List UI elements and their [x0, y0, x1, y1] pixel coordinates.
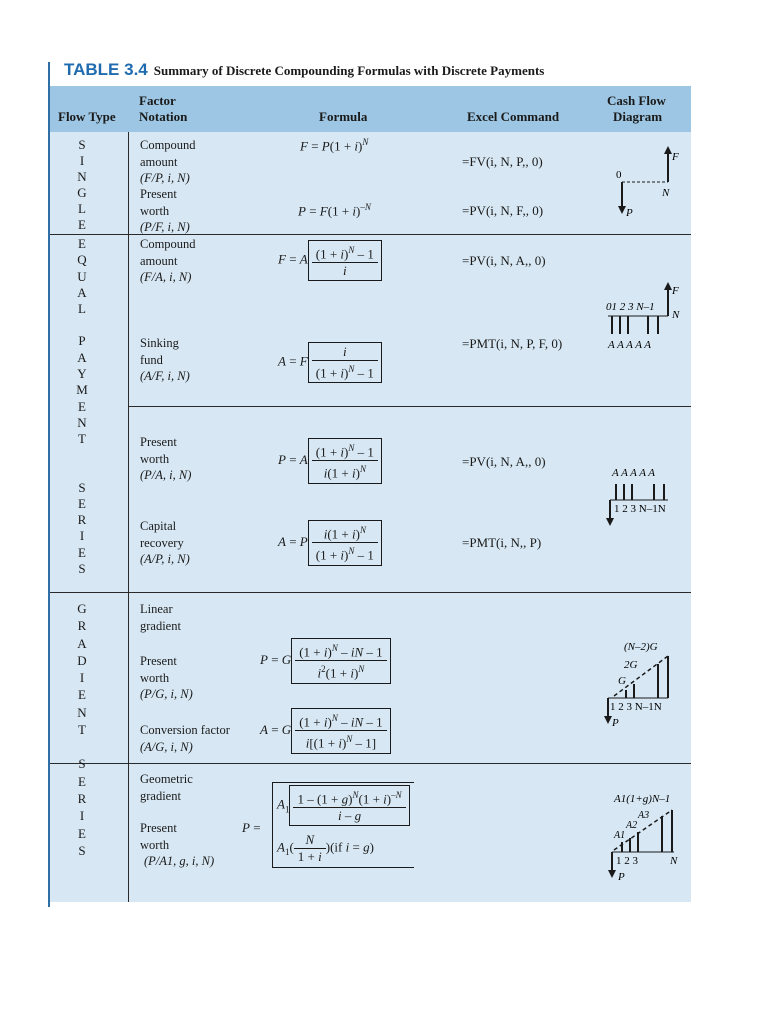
notation-compound-amount: Compound amount (F/P, i, N) — [140, 138, 196, 185]
header-formula: Formula — [319, 109, 368, 124]
separator-linear — [50, 763, 691, 764]
formula-capital-recovery: A = P $\frac{i(1 + i)^N}{(1 + i)^N - 1}$ — [278, 520, 382, 566]
svg-text:P: P — [626, 207, 633, 219]
group-equal-payment-series-label: E Q U A L P A Y M E N T S E R I E S — [76, 236, 88, 577]
svg-text:1 2 3 N–1N: 1 2 3 N–1N — [614, 503, 666, 515]
diagram-linear-gradient — [600, 636, 690, 736]
formula-sinking-fund: A = F $\frac{i}{(1 + i)^N - 1}$ — [278, 342, 382, 383]
notation-present-worth-single: Present worth (P/F, i, N) — [140, 187, 190, 234]
excel-pv-series: =PV(i, N, A,, 0) — [462, 253, 546, 268]
svg-text:01 2 3 N–1: 01 2 3 N–1 — [606, 301, 655, 313]
svg-text:N: N — [670, 855, 678, 867]
header-excel: Excel Command — [467, 109, 560, 124]
notation-present-worth-geometric: Present worth (P/A1, g, i, N) — [140, 821, 215, 868]
header-cash-flow: Cash Flow — [607, 93, 666, 108]
formula-present-worth-single: $P = F(1 + i)^{-N}$ — [298, 202, 371, 219]
svg-text:A3: A3 — [638, 810, 650, 821]
formula-present-worth-gradient: P = G $\frac{(1 + i)^N - iN - 1}{i^2(1 + i)^N}$ — [260, 638, 391, 684]
svg-text:0: 0 — [616, 169, 622, 181]
svg-text:P: P — [618, 871, 625, 883]
svg-text:A2: A2 — [626, 820, 638, 831]
table-caption: Summary of Discrete Compounding Formulas with Discrete Payments — [153, 63, 545, 78]
diagram-equal-payment — [600, 282, 690, 352]
notation-present-worth-series: Present worth (P/A, i, N) — [140, 435, 192, 482]
table-title — [64, 60, 544, 80]
svg-text:A A A A A: A A A A A — [608, 339, 652, 351]
notation-sinking-fund: Sinking fund (A/F, i, N) — [140, 336, 190, 383]
svg-text:N: N — [672, 309, 680, 321]
excel-fv: =FV(i, N, P,, 0) — [462, 154, 543, 169]
svg-text:1 2 3: 1 2 3 — [616, 855, 638, 867]
diagram-single — [600, 140, 690, 220]
svg-text:(N–2)G: (N–2)G — [624, 641, 658, 653]
formula-compound-amount: $F = P(1 + i)^N$ — [300, 137, 369, 154]
header-diagram: Diagram — [613, 109, 663, 124]
diagram-present-worth-series — [600, 462, 690, 532]
notation-capital-recovery: Capital recovery (A/P, i, N) — [140, 519, 190, 566]
svg-text:1 2 3 N–1N: 1 2 3 N–1N — [610, 701, 662, 713]
formula-geometric-p: P = — [242, 820, 261, 835]
svg-text:A1(1+g)N–1: A1(1+g)N–1 — [614, 793, 671, 805]
formula-compound-amount-series: F = A $\frac{(1 + i)^N - 1}{i}$ — [278, 240, 382, 281]
notation-present-worth-gradient: Present worth (P/G, i, N) — [140, 654, 193, 701]
excel-pmt-sinking: =PMT(i, N, P, F, 0) — [462, 336, 563, 351]
table-label: TABLE 3.4 — [64, 60, 148, 79]
svg-text:F: F — [672, 285, 679, 297]
formula-present-worth-series: P = A $\frac{(1 + i)^N - 1}{i(1 + i)^N}$ — [278, 438, 382, 484]
svg-text:F: F — [672, 151, 679, 163]
group-single-label: S I N G L E — [77, 137, 87, 232]
formula-conversion-factor: A = G $\frac{(1 + i)^N - iN - 1}{i[(1 + i)^N - 1]}$ — [260, 708, 391, 754]
formula-geometric-present-worth: $A_1$ $\frac{1 - (1 + g)^N(1 + i)^{-N}}{i - g}$ $A_1$( $\frac{N}{1 + i}$ )(if i = g) — [272, 782, 414, 868]
notation-linear-gradient: Linear gradient — [140, 602, 181, 633]
notation-conversion-factor: Conversion factor (A/G, i, N) — [140, 723, 230, 754]
excel-pv-present: =PV(i, N, A,, 0) — [462, 454, 546, 469]
notation-compound-amount-series: Compound amount (F/A, i, N) — [140, 237, 196, 284]
separator-equal — [50, 592, 691, 593]
notation-geometric-gradient: Geometric gradient — [140, 772, 193, 803]
header-factor: Factor — [139, 93, 176, 108]
svg-text:2G: 2G — [624, 659, 638, 671]
excel-pv-single: =PV(i, N, F,, 0) — [462, 203, 544, 218]
excel-pmt-capital: =PMT(i, N,, P) — [462, 535, 542, 550]
header-flow-type: Flow Type — [58, 109, 116, 124]
svg-text:A1: A1 — [614, 830, 626, 841]
svg-text:P: P — [612, 717, 619, 729]
group-gradient-series-label: G R A D I E N T S E R I E S — [77, 601, 87, 858]
svg-text:A A A A A: A A A A A — [612, 467, 656, 479]
svg-text:N: N — [662, 187, 670, 199]
svg-text:G: G — [618, 675, 626, 687]
column-divider — [128, 132, 129, 902]
diagram-geometric-gradient — [600, 782, 690, 887]
separator-equal-mid — [128, 406, 691, 407]
header-notation: Notation — [139, 109, 188, 124]
